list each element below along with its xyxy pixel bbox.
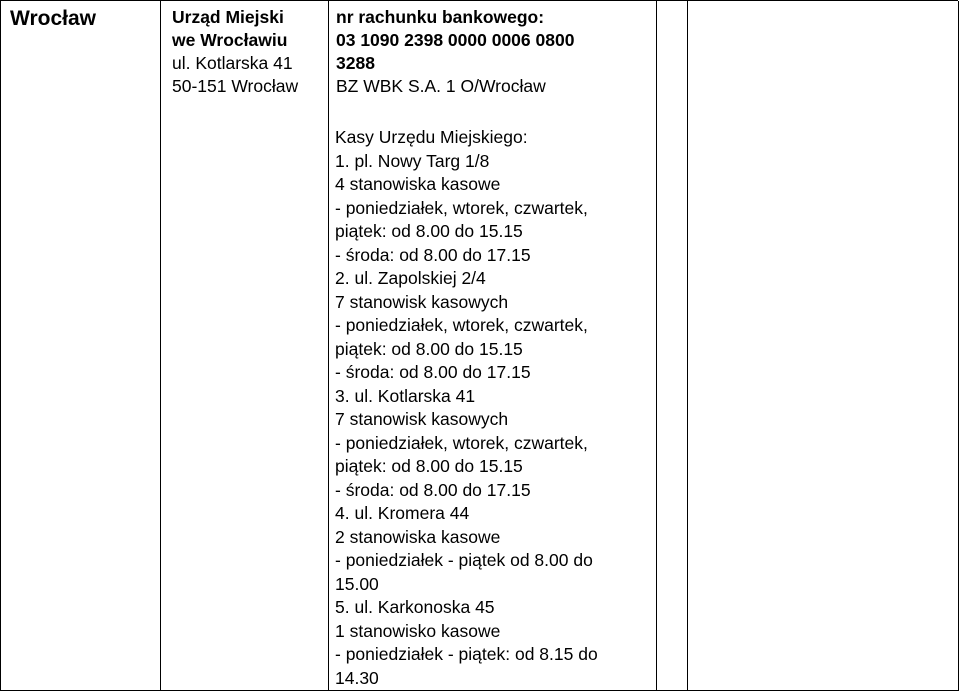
cash-line: 15.00 (335, 573, 379, 594)
cash-line: 3. ul. Kotlarska 41 (335, 385, 476, 406)
cash-line: piątek: od 8.00 do 15.15 (335, 338, 523, 359)
office-postal: 50-151 Wrocław (172, 76, 299, 96)
cash-line: - poniedziałek, wtorek, czwartek, (335, 432, 588, 453)
cash-line: - środa: od 8.00 do 17.15 (335, 244, 531, 265)
city-name: Wrocław (10, 7, 96, 30)
cash-line: 5. ul. Karkonoska 45 (335, 597, 495, 617)
empty-cell (657, 1, 688, 691)
office-street: ul. Kotlarska 41 (172, 53, 293, 73)
city-cell (1, 1, 161, 691)
cash-line: - środa: od 8.00 do 17.15 (335, 362, 531, 382)
cash-line: - poniedziałek, wtorek, czwartek, (335, 315, 588, 335)
cash-desks-info (335, 126, 598, 690)
bank-name: BZ WBK S.A. 1 O/Wrocław (336, 76, 546, 96)
office-cell (161, 1, 329, 691)
cash-line: 1 stanowisko kasowe (335, 620, 501, 641)
cash-line: - poniedziałek - piątek od 8.00 do (335, 550, 593, 570)
bank-account-label: nr rachunku bankowego: (336, 7, 545, 27)
empty-cell-wide (688, 1, 959, 691)
bank-account-number-line1: 03 1090 2398 0000 0006 0800 (336, 30, 575, 50)
cash-line: 7 stanowisk kasowych (335, 291, 509, 312)
office-name-line2: we Wrocławiu (172, 30, 288, 50)
cash-line: 7 stanowisk kasowych (335, 409, 509, 429)
office-address (172, 6, 298, 98)
bank-account-number-line2: 3288 (336, 53, 375, 73)
table-bottom-border (1, 690, 959, 691)
cash-line: 4. ul. Kromera 44 (335, 503, 470, 523)
payment-cell (329, 1, 657, 691)
cash-line: - środa: od 8.00 do 17.15 (335, 479, 531, 500)
cash-line: 14.30 (335, 667, 379, 688)
cash-desks-heading: Kasy Urzędu Miejskiego: (335, 127, 528, 147)
cash-line: 4 stanowiska kasowe (335, 174, 501, 194)
cash-line: piątek: od 8.00 do 15.15 (335, 221, 523, 241)
office-name-line1: Urząd Miejski (172, 7, 284, 27)
cash-line: 2 stanowiska kasowe (335, 526, 501, 547)
cash-line: piątek: od 8.00 do 15.15 (335, 456, 523, 476)
cash-line: - poniedziałek, wtorek, czwartek, (335, 197, 588, 218)
cash-line: 1. pl. Nowy Targ 1/8 (335, 150, 490, 171)
cash-line: - poniedziałek - piątek: od 8.15 do (335, 644, 598, 664)
cash-line: 2. ul. Zapolskiej 2/4 (335, 268, 486, 288)
bank-account-info (336, 6, 574, 98)
